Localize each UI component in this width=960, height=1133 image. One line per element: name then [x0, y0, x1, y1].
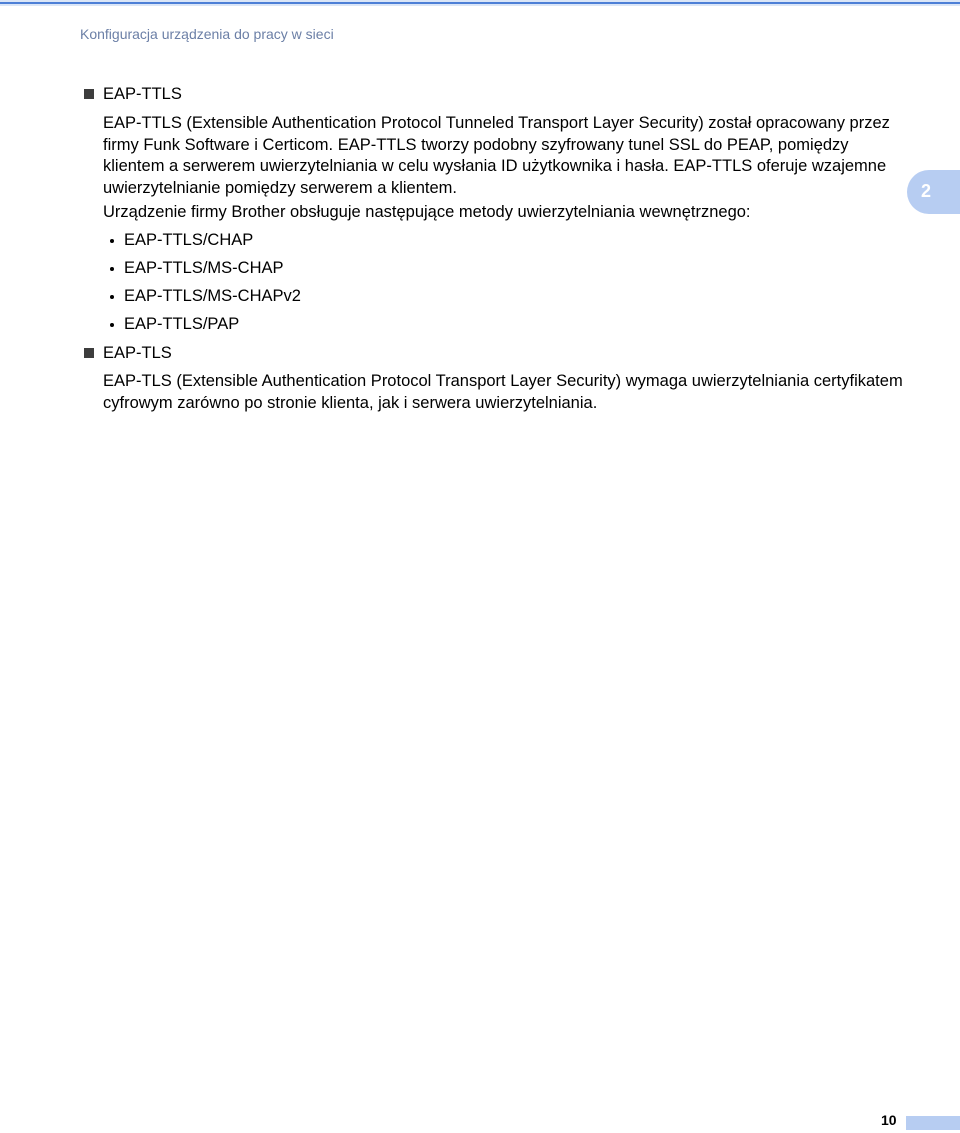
running-header: Konfiguracja urządzenia do pracy w sieci [80, 26, 334, 42]
page-number: 10 [881, 1112, 897, 1128]
list-item-method: EAP-TTLS/CHAP [124, 231, 254, 249]
footer-bar [906, 1116, 960, 1130]
chapter-tab-number: 2 [921, 181, 932, 201]
list-item-method: EAP-TTLS/MS-CHAPv2 [124, 287, 301, 305]
list-bullet [110, 267, 114, 271]
list-bullet [110, 295, 114, 299]
section-heading-eap-ttls: EAP-TTLS [103, 85, 182, 103]
eap-tls-description: EAP-TLS (Extensible Authentication Protocol Transport Layer Security) wymaga uwierzytelniania certyfikatem cyfrowym zarówno po stronie klienta, jak i serwera uwierzytelniania. [103, 372, 903, 412]
list-bullet [110, 323, 114, 327]
list-bullet [110, 239, 114, 243]
section-bullet-square [84, 89, 94, 99]
chapter-tab [907, 170, 960, 214]
inner-methods-intro: Urządzenie firmy Brother obsługuje następujące metody uwierzytelniania wewnętrznego: [103, 203, 751, 221]
eap-ttls-description: EAP-TTLS (Extensible Authentication Protocol Tunneled Transport Layer Security) został opracowany przez firmy Funk Software i Certicom. EAP-TTLS tworzy podobny szyfrowany tunel SSL do PEAP, pomiędzy klientem a serwerem uwierzytelniania w celu wysłania ID użytkownika i hasła. EAP-TTLS oferuje wzajemne uwierzytelnianie pomiędzy serwerem a klientem. [103, 114, 890, 197]
list-item-method: EAP-TTLS/MS-CHAP [124, 259, 284, 277]
top-rule [0, 0, 960, 6]
list-item-method: EAP-TTLS/PAP [124, 315, 240, 333]
section-heading-eap-tls: EAP-TLS [103, 344, 172, 362]
section-bullet-square [84, 348, 94, 358]
